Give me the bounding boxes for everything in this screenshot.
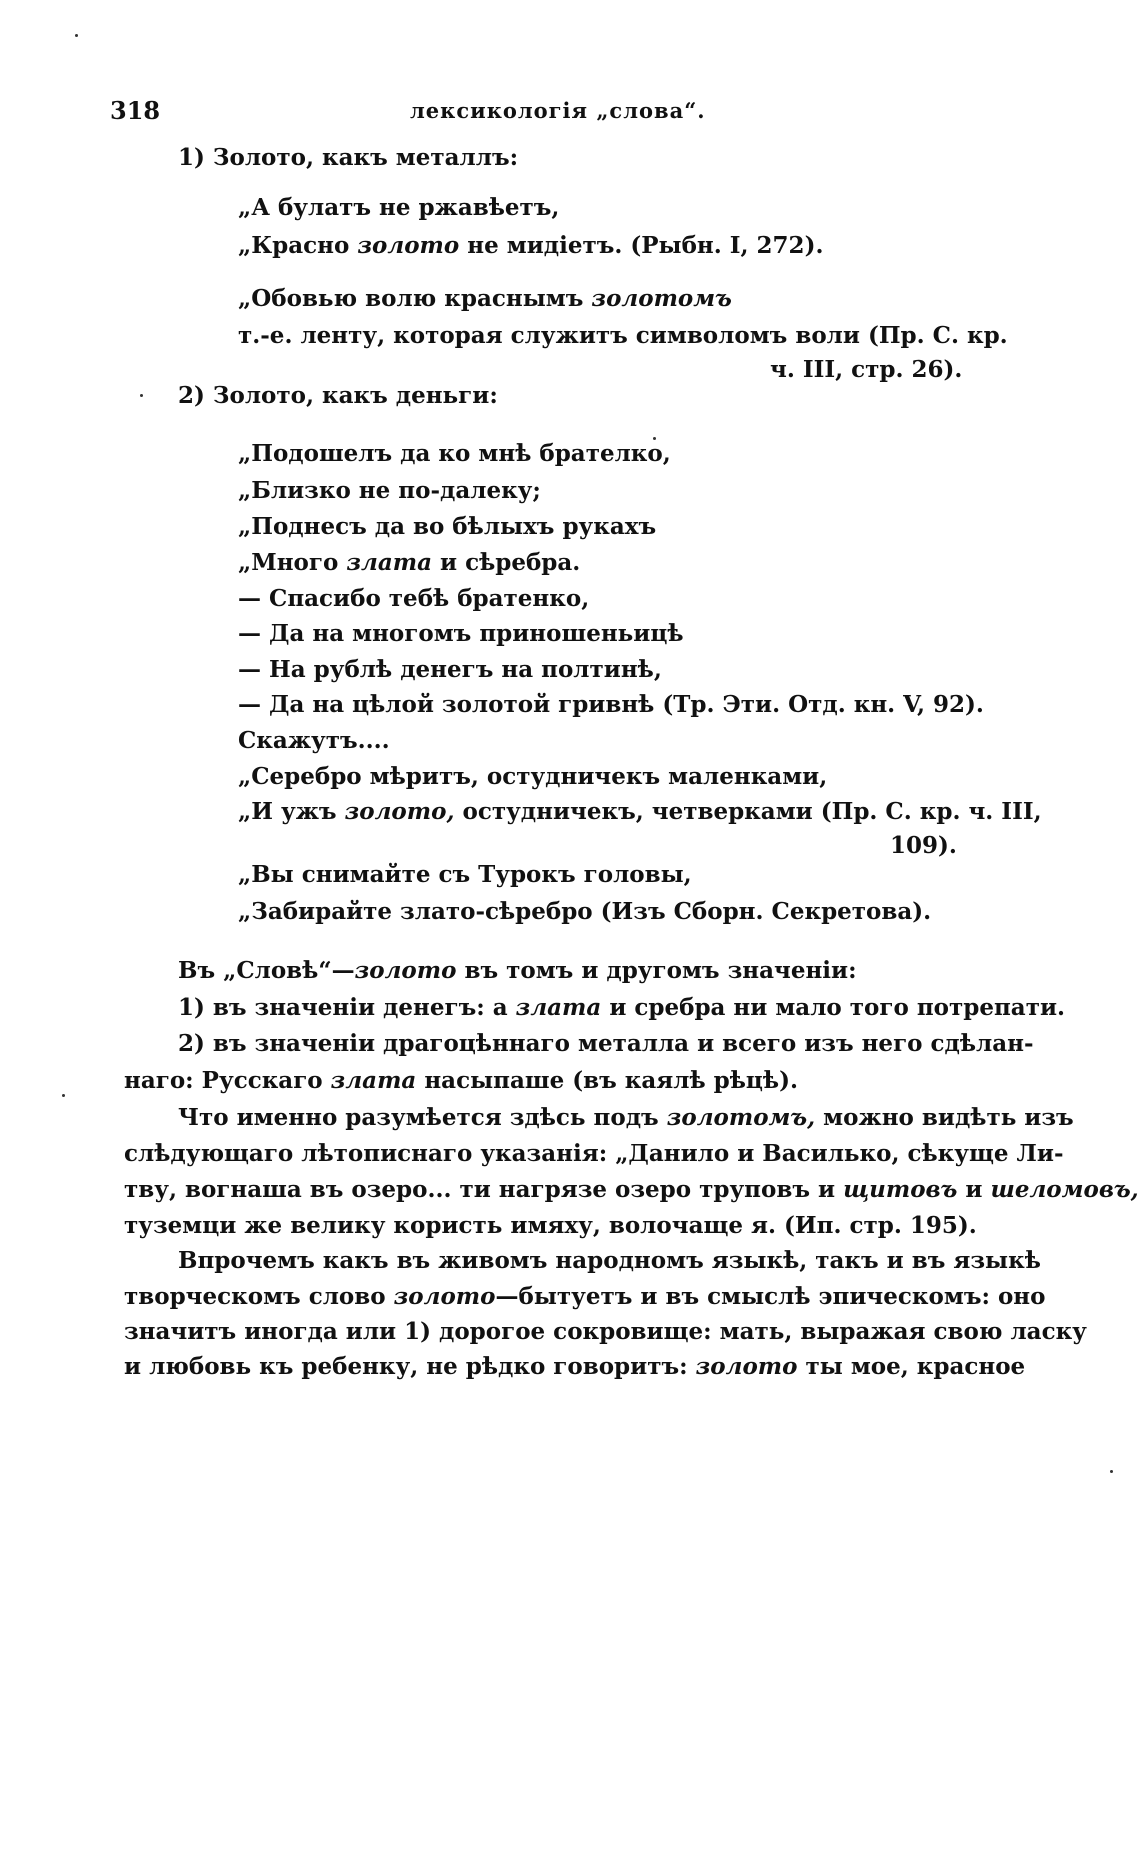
verse-line: „Много злата и сѣребра. xyxy=(238,549,581,576)
paragraph-line: 2) въ значеніи драгоцѣннаго металла и всего изъ него сдѣлан- xyxy=(178,1030,1034,1057)
print-speck xyxy=(75,34,78,37)
paragraph-line: слѣдующаго лѣтописнаго указанія: „Данило и Василько, сѣкуще Ли- xyxy=(124,1140,1064,1167)
verse-line: — Спасибо тебѣ братенко, xyxy=(238,585,590,612)
quote1-line2: „Красно золото не мидіетъ. (Рыбн. I, 272). xyxy=(238,232,824,259)
verse-line: „Вы снимайте съ Турокъ головы, xyxy=(238,861,692,888)
quote1-line1: „А булатъ не ржавѣетъ, xyxy=(238,194,560,221)
paragraph-line: Въ „Словѣ“—золото въ томъ и другомъ значеніи: xyxy=(178,957,857,984)
quote2-line1: „Обовью волю краснымъ золотомъ xyxy=(238,285,732,312)
verse-line: „Забирайте злато-сѣребро (Изъ Сборн. Секретова). xyxy=(238,898,932,925)
verse-line: — На рублѣ денегъ на полтинѣ, xyxy=(238,656,662,683)
verse-line: Скажутъ.... xyxy=(238,727,390,754)
verse-line: — Да на многомъ приношеньицѣ xyxy=(238,620,684,647)
page-header xyxy=(110,96,1030,136)
verse-line: „Серебро мѣритъ, остудничекъ маленками, xyxy=(238,763,828,790)
section1-heading: 1) Золото, какъ металлъ: xyxy=(178,144,519,171)
verse-line: „Подошелъ да ко мнѣ брателко, xyxy=(238,440,671,467)
paragraph-line: значитъ иногда или 1) дорогое сокровище: мать, выражая свою ласку xyxy=(124,1318,1087,1345)
paragraph-line: Что именно разумѣется здѣсь подъ золотомъ, можно видѣть изъ xyxy=(178,1104,1074,1131)
running-title: лексикологія „слова“. xyxy=(410,98,706,123)
section2-heading: 2) Золото, какъ деньги: xyxy=(178,382,498,409)
print-speck xyxy=(62,1094,65,1097)
print-speck xyxy=(653,437,656,440)
paragraph-line: туземци же велику користь имяху, волочаще я. (Ип. стр. 195). xyxy=(124,1212,977,1239)
paragraph-line: творческомъ слово золото—бытуетъ и въ смыслѣ эпическомъ: оно xyxy=(124,1283,1046,1310)
verse-line: — Да на цѣлой золотой гривнѣ (Тр. Эти. Отд. кн. V, 92). xyxy=(238,691,984,718)
quote2-line2: т.-е. ленту, которая служитъ символомъ воли (Пр. С. кр. xyxy=(238,322,1008,349)
paragraph-line: наго: Русскаго злата насыпаше (въ каялѣ рѣцѣ). xyxy=(124,1067,798,1094)
print-speck xyxy=(140,394,143,397)
verse-line: „И ужъ золото, остудничекъ, четверками (Пр. С. кр. ч. III, xyxy=(238,798,1042,825)
page-number: 318 xyxy=(110,96,161,125)
paragraph-line: тву, вогнаша въ озеро... ти нагрязе озеро труповъ и щитовъ и шеломовъ, xyxy=(124,1176,1139,1203)
quote2-line3: ч. III, стр. 26). xyxy=(770,356,963,383)
verse-line: 109). xyxy=(890,832,957,859)
paragraph-line: 1) въ значеніи денегъ: а злата и сребра ни мало того потрепати. xyxy=(178,994,1066,1021)
verse-line: „Поднесъ да во бѣлыхъ рукахъ xyxy=(238,513,657,540)
paragraph-line: и любовь къ ребенку, не рѣдко говоритъ: золото ты мое, красное xyxy=(124,1353,1026,1380)
verse-line: „Близко не по-далеку; xyxy=(238,477,541,504)
print-speck xyxy=(1110,1470,1113,1473)
paragraph-line: Впрочемъ какъ въ живомъ народномъ языкѣ, такъ и въ языкѣ xyxy=(178,1247,1041,1274)
